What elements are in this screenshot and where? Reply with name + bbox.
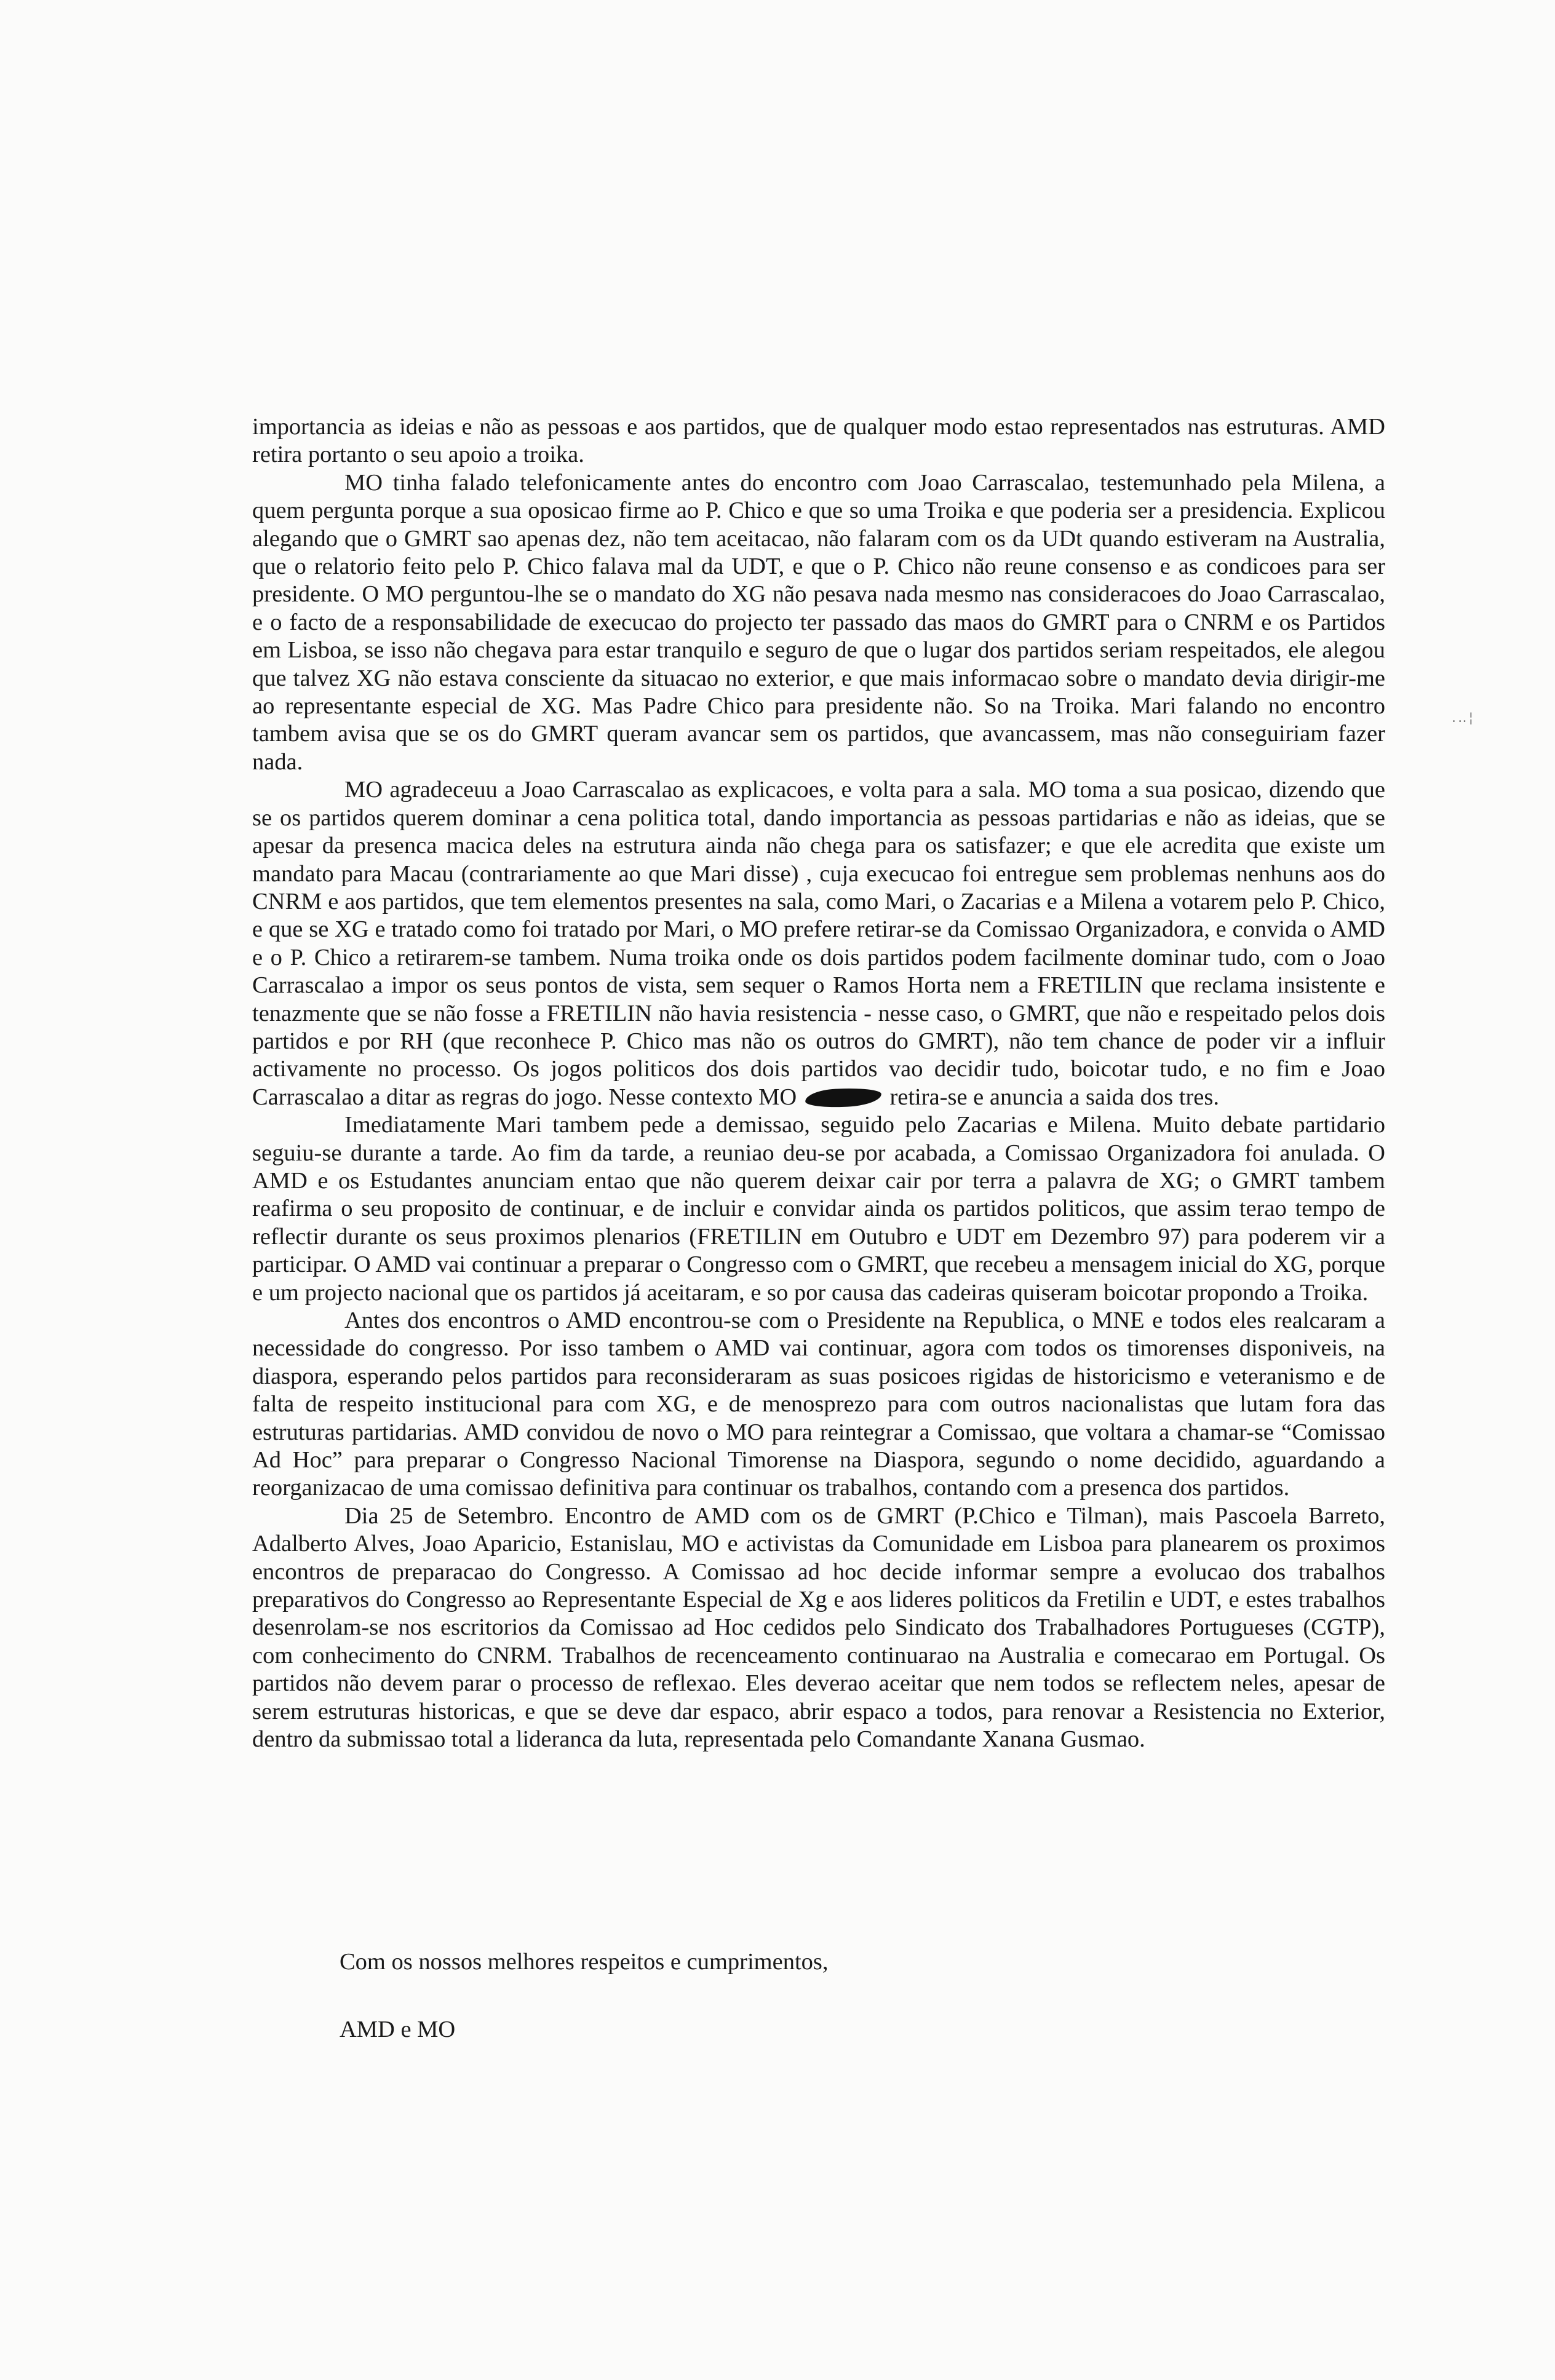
paragraph-phone-call: MO tinha falado telefonicamente antes do encontro com Joao Carrascalao, testemunhado pela Milena, a quem pergunta porque a sua oposicao firme ao P. Chico e que so uma Troika e que poderia ser a presidencia. Explicou alegando que o GMRT sao apenas dez, não tem aceitacao, não falaram com os da UDt quando estiveram na Australia, que o relatorio feito pelo P. Chico falava mal da UDT, e que o P. Chico não reune consenso e as condicoes para ser presidente. O MO perguntou-lhe se o mandato do XG não pesava nada mesmo nas consideracoes do Joao Carrascalao, e o facto de a responsabilidade de execucao do projecto ter passado das maos do GMRT para o CNRM e os Partidos em Lisboa, se isso não chegava para estar tranquilo e seguro de que o lugar dos partidos seriam respeitados, ele alegou que talvez XG não estava consciente da situacao no exterior, e que mais informacao sobre o mandato devia dirigir-me ao representante especial de XG. Mas Padre Chico para presidente não. So na Troika. Mari falando no encontro tambem avisa que se os do GMRT queram avancar sem os partidos, que avancassem, mas não conseguiriam fazer nada. (252, 469, 1385, 775)
paragraph-september-25: Dia 25 de Setembro. Encontro de AMD com os de GMRT (P.Chico e Tilman), mais Pascoela Barreto, Adalberto Alves, Joao Aparicio, Estanislau, MO e activistas da Comunidade em Lisboa para planearem os proximos encontros de preparacao do Congresso. A Comissao ad hoc decide informar sempre a evolucao dos trabalhos preparativos do Congresso ao Representante Especial de Xg e aos lideres politicos da Fretilin e UDT, e estes trabalhos desenrolam-se nos escritorios da Comissao ad Hoc cedidos pelo Sindicato dos Trabalhadores Portugueses (CGTP), com conhecimento do CNRM. Trabalhos de recenceamento continuarao na Australia e comecarao em Portugal. Os partidos não devem parar o processo de reflexao. Eles deverao aceitar que nem todos se reflectem neles, apesar de serem estruturas historicas, e que se deve dar espaco, abrir espaco a todos, para renovar a Resistencia no Exterior, dentro da submissao total a lideranca da luta, representada pelo Comandante Xanana Gusmao. (252, 1502, 1385, 1753)
closing-line: Com os nossos melhores respeitos e cumprimentos, (340, 1949, 829, 1975)
paragraph-mo-position-text: MO agradeceuu a Joao Carrascalao as explicacoes, e volta para a sala. MO toma a sua posicao, dizendo que se os partidos querem dominar a cena politica total, dando importancia as pessoas partidarias e não as ideias, que se apesar da presenca macica deles na estrutura ainda não chega para os satisfazer; e que ele acredita que existe um mandato para Macau (contrariamente ao que Mari disse) , cuja execucao foi entregue sem problemas nenhuns aos do CNRM e aos partidos, que tem elementos presentes na sala, como Mari, o Zacarias e a Milena a votarem pelo P. Chico, e que se XG e tratado como foi tratado por Mari, o MO prefere retirar-se da Comissao Organizadora, e convida o AMD e o P. Chico a retirarem-se tambem. Numa troika onde os dois partidos podem facilmente dominar tudo, com o Joao Carrascalao a impor os seus pontos de vista, sem sequer o Ramos Horta nem a FRETILIN que reclama insistente e tenazmente que se não fosse a FRETILIN não havia resistencia - nesse caso, o GMRT, que não e respeitado pelos dois partidos e por RH (que reconhece P. Chico mas não os outros do GMRT), não tem chance de poder vir a influir activamente no processo. Os jogos politicos dos dois partidos vao decidir tudo, boicotar tudo, e no fim e Joao Carrascalao a ditar as regras do jogo. Nesse contexto MO (252, 777, 1385, 1110)
paragraph-resignation: Imediatamente Mari tambem pede a demissao, seguido pelo Zacarias e Milena. Muito debate partidario seguiu-se durante a tarde. Ao fim da tarde, a reuniao deu-se por acabada, a Comissao Organizadora foi anulada. O AMD e os Estudantes anunciam entao que não querem deixar cair por terra a palavra de XG; o GMRT tambem reafirma o seu proposito de continuar, e de incluir e convidar ainda os partidos politicos, que assim terao tempo de reflectir durante os seus proximos plenarios (FRETILIN em Outubro e UDT em Dezembro 97) para poderem vir a participar. O AMD vai continuar a preparar o Congresso com o GMRT, que recebeu a mensagem inicial do XG, porque e um projecto nacional que os partidos já aceitaram, e so por causa das cadeiras quiseram boicotar propondo a Troika. (252, 1112, 1385, 1306)
paragraph-continuation: importancia as ideias e não as pessoas e aos partidos, que de qualquer modo estao representados nas estruturas. AMD retira portanto o seu apoio a troika. (252, 414, 1385, 468)
scan-specks: .‥¦ (1452, 710, 1476, 726)
signature-line: AMD e MO (340, 2017, 456, 2042)
paragraph-mo-position-end: retira-se e anuncia a saida dos tres. (889, 1084, 1219, 1110)
paragraph-before-meetings: Antes dos encontros o AMD encontrou-se com o Presidente na Republica, o MNE e todos eles realcaram a necessidade do congresso. Por isso tambem o AMD vai continuar, agora com todos os timorenses disponiveis, na diaspora, esperando pelos partidos para reconsideraram as suas posicoes rigidas de historicismo e veteranismo e de falta de respeito institucional para com XG, e de menosprezo para com outros nacionalistas que lutam fora das estruturas partidarias. AMD convidou de novo o MO para reintegrar a Comissao, que voltara a chamar-se “Comissao Ad Hoc” para preparar o Congresso Nacional Timorense na Diaspora, segundo o nome decidido, aguardando a reorganizacao de uma comissao definitiva para continuar os trabalhos, contando com a presenca dos partidos. (252, 1307, 1385, 1501)
paragraph-mo-position (252, 776, 1385, 1111)
redaction-mark (805, 1087, 881, 1109)
letter-body (252, 413, 1385, 1754)
